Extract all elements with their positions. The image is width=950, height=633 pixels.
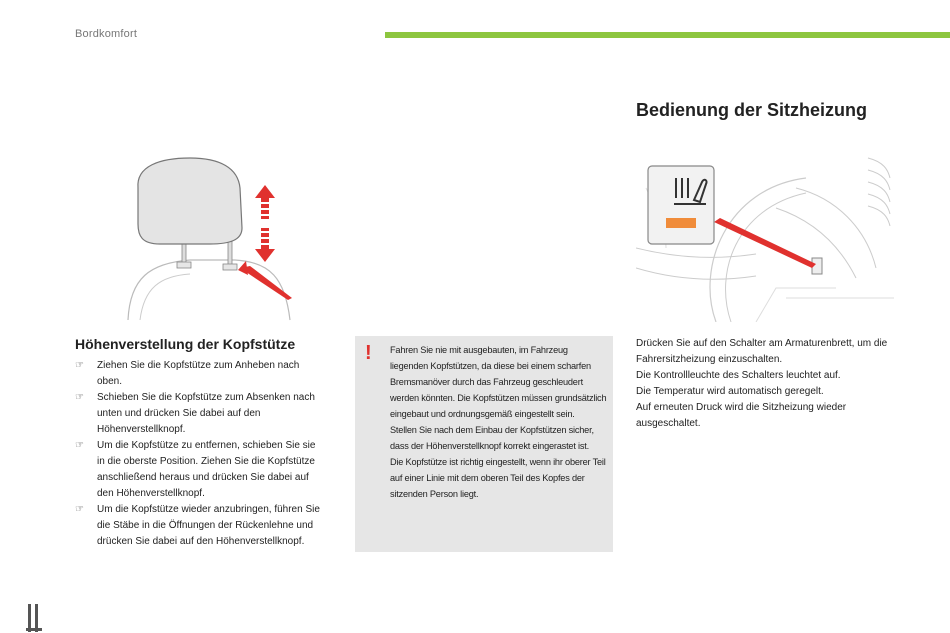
pointing-hand-icon: ☞ [75, 504, 84, 515]
warning-paragraph: Fahren Sie nie mit ausgebauten, im Fahrzeug liegenden Kopfstützen, da diese bei einem scharfen Bremsmanöver durch das Fahrzeug geschleudert werden könnten. Die Kopfstützen müssen grundsätzlich eingebaut und ordnungsgemäß eingestellt sein. [390, 345, 607, 419]
dashboard-switch-illustration [636, 148, 894, 322]
list-item: ☞ Um die Kopfstütze zu entfernen, schieben Sie sie in die oberste Position. Ziehen Sie die Kopfstütze anschließend heraus und drücken Sie dabei auf den Höhenverstellknopf. [75, 440, 316, 499]
seat-heating-line: Auf erneuten Druck wird die Sitzheizung wieder ausgeschaltet. [636, 402, 847, 429]
list-item: ☞ Ziehen Sie die Kopfstütze zum Anheben nach oben. [75, 360, 300, 387]
seat-heating-line: Drücken Sie auf den Schalter am Armaturenbrett, um die Fahrersitzheizung einzuschalten. [636, 338, 888, 365]
list-item: ☞ Um die Kopfstütze wieder anzubringen, führen Sie die Stäbe in die Öffnungen der Rückenlehne und drücken Sie dabei auf den Höhenverstellknopf. [75, 504, 320, 547]
seat-heating-line: Die Kontrollleuchte des Schalters leuchtet auf. [636, 370, 841, 381]
pointing-hand-icon: ☞ [75, 392, 84, 403]
headrest-instructions [75, 358, 325, 550]
arrow-up-icon [255, 185, 275, 219]
warning-icon: ! [365, 342, 372, 364]
section-label: Bordkomfort [75, 28, 138, 40]
seat-heating-line: Die Temperatur wird automatisch geregelt. [636, 386, 824, 397]
pointer-arrow-icon [240, 266, 292, 300]
page-number-marker [26, 602, 42, 632]
seat-heating-text [636, 336, 898, 432]
warning-box [355, 336, 613, 552]
seat-heating-title: Bedienung der Sitzheizung [636, 100, 868, 120]
pointing-hand-icon: ☞ [75, 440, 84, 451]
header-accent-bar [385, 32, 950, 38]
warning-text [390, 342, 608, 502]
warning-paragraph: Stellen Sie nach dem Einbau der Kopfstützen sicher, dass der Höhenverstellknopf korrekt eingerastet ist. [390, 425, 594, 451]
arrow-down-icon [255, 228, 275, 262]
pointing-hand-icon: ☞ [75, 360, 84, 371]
indicator-light [666, 218, 696, 228]
list-item: ☞ Schieben Sie die Kopfstütze zum Absenken nach unten und drücken Sie dabei auf den Höhenverstellknopf. [75, 392, 315, 435]
headrest-heading: Höhenverstellung der Kopfstütze [75, 336, 296, 352]
warning-paragraph: Die Kopfstütze ist richtig eingestellt, wenn ihr oberer Teil auf einer Linie mit dem oberen Teil des Kopfes der sitzenden Person liegt. [390, 457, 606, 499]
headrest-illustration [120, 148, 300, 323]
